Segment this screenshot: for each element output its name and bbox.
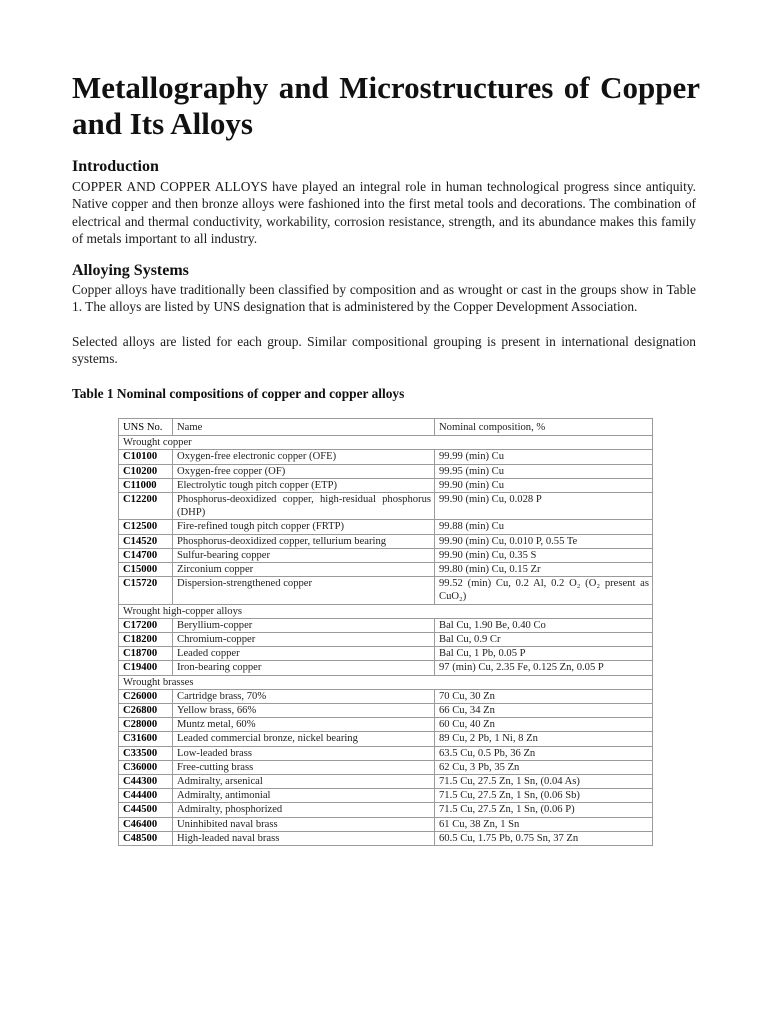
composition-table xyxy=(118,418,653,846)
uns-number-cell: C48500 xyxy=(119,831,173,845)
uns-number-cell: C18200 xyxy=(119,633,173,647)
composition-cell: 63.5 Cu, 0.5 Pb, 36 Zn xyxy=(435,746,653,760)
uns-number-cell: C17200 xyxy=(119,618,173,632)
table-row xyxy=(119,817,653,831)
table-row xyxy=(119,493,653,520)
uns-number-cell: C31600 xyxy=(119,732,173,746)
table-row xyxy=(119,577,653,604)
composition-cell: 71.5 Cu, 27.5 Zn, 1 Sn, (0.06 P) xyxy=(435,803,653,817)
uns-number-cell: C44400 xyxy=(119,789,173,803)
alloy-name-cell: Phosphorus-deoxidized copper, tellurium bearing xyxy=(173,534,435,548)
composition-cell: 71.5 Cu, 27.5 Zn, 1 Sn, (0.06 Sb) xyxy=(435,789,653,803)
table-row xyxy=(119,464,653,478)
table-row xyxy=(119,548,653,562)
uns-number-cell: C28000 xyxy=(119,718,173,732)
composition-cell: 60.5 Cu, 1.75 Pb, 0.75 Sn, 37 Zn xyxy=(435,831,653,845)
alloy-name-cell: Iron-bearing copper xyxy=(173,661,435,675)
composition-table-container xyxy=(118,418,652,846)
composition-cell: 71.5 Cu, 27.5 Zn, 1 Sn, (0.04 As) xyxy=(435,775,653,789)
uns-number-cell: C44300 xyxy=(119,775,173,789)
alloy-name-cell: Low-leaded brass xyxy=(173,746,435,760)
composition-cell: 99.90 (min) Cu, 0.010 P, 0.55 Te xyxy=(435,534,653,548)
alloying-systems-heading: Alloying Systems xyxy=(72,262,189,279)
table-row xyxy=(119,478,653,492)
table-row xyxy=(119,746,653,760)
group-label: Wrought copper xyxy=(119,436,653,450)
table-caption: Table 1 Nominal compositions of copper and copper alloys xyxy=(72,386,405,401)
alloy-name-cell: Leaded commercial bronze, nickel bearing xyxy=(173,732,435,746)
uns-number-cell: C44500 xyxy=(119,803,173,817)
uns-number-cell: C46400 xyxy=(119,817,173,831)
alloy-name-cell: Beryllium-copper xyxy=(173,618,435,632)
table-row xyxy=(119,520,653,534)
uns-number-cell: C33500 xyxy=(119,746,173,760)
alloy-name-cell: High-leaded naval brass xyxy=(173,831,435,845)
table-group-row xyxy=(119,675,653,689)
introduction-heading: Introduction xyxy=(72,158,159,175)
table-row xyxy=(119,789,653,803)
table-row xyxy=(119,775,653,789)
alloying-systems-paragraph-2: Selected alloys are listed for each group. Similar compositional grouping is present in international designation systems. xyxy=(72,334,696,367)
alloy-name-cell: Oxygen-free copper (OF) xyxy=(173,464,435,478)
composition-cell: 66 Cu, 34 Zn xyxy=(435,704,653,718)
table-row xyxy=(119,803,653,817)
table-group-row xyxy=(119,604,653,618)
uns-number-cell: C14700 xyxy=(119,548,173,562)
composition-cell: 99.90 (min) Cu xyxy=(435,478,653,492)
alloy-name-cell: Admiralty, antimonial xyxy=(173,789,435,803)
uns-number-cell: C12500 xyxy=(119,520,173,534)
table-row xyxy=(119,563,653,577)
composition-table-body xyxy=(119,419,653,846)
composition-cell: 99.99 (min) Cu xyxy=(435,450,653,464)
alloy-name-cell: Fire-refined tough pitch copper (FRTP) xyxy=(173,520,435,534)
alloy-name-cell: Yellow brass, 66% xyxy=(173,704,435,718)
table-row xyxy=(119,450,653,464)
table-row xyxy=(119,647,653,661)
composition-cell: 99.95 (min) Cu xyxy=(435,464,653,478)
alloy-name-cell: Oxygen-free electronic copper (OFE) xyxy=(173,450,435,464)
alloy-name-cell: Dispersion-strengthened copper xyxy=(173,577,435,604)
uns-number-cell: C12200 xyxy=(119,493,173,520)
composition-cell: 62 Cu, 3 Pb, 35 Zn xyxy=(435,760,653,774)
composition-cell: 99.80 (min) Cu, 0.15 Zr xyxy=(435,563,653,577)
alloy-name-cell: Admiralty, phosphorized xyxy=(173,803,435,817)
uns-number-cell: C18700 xyxy=(119,647,173,661)
table-row xyxy=(119,661,653,675)
composition-cell: 89 Cu, 2 Pb, 1 Ni, 8 Zn xyxy=(435,732,653,746)
alloy-name-cell: Admiralty, arsenical xyxy=(173,775,435,789)
table-row xyxy=(119,718,653,732)
alloy-name-cell: Muntz metal, 60% xyxy=(173,718,435,732)
alloy-name-cell: Chromium-copper xyxy=(173,633,435,647)
uns-number-cell: C26000 xyxy=(119,689,173,703)
uns-number-cell: C10100 xyxy=(119,450,173,464)
composition-cell: 97 (min) Cu, 2.35 Fe, 0.125 Zn, 0.05 P xyxy=(435,661,653,675)
table-row xyxy=(119,633,653,647)
uns-number-cell: C26800 xyxy=(119,704,173,718)
table-row xyxy=(119,831,653,845)
table-group-row xyxy=(119,436,653,450)
table-header-row xyxy=(119,419,653,436)
uns-number-cell: C14520 xyxy=(119,534,173,548)
introduction-paragraph: COPPER AND COPPER ALLOYS have played an integral role in human technological progress since antiquity. Native copper and then bronze alloys were fashioned into the first metal tools and decorations. The combination of electrical and thermal conductivity, workability, corrosion resistance, strength, and its abundance makes this family of metals important to all industry. xyxy=(72,179,696,247)
composition-cell: 61 Cu, 38 Zn, 1 Sn xyxy=(435,817,653,831)
alloy-name-cell: Cartridge brass, 70% xyxy=(173,689,435,703)
group-label: Wrought high-copper alloys xyxy=(119,604,653,618)
composition-cell: 99.52 (min) Cu, 0.2 Al, 0.2 O₂ (O₂ present as CuO₂) xyxy=(435,577,653,604)
alloy-name-cell: Free-cutting brass xyxy=(173,760,435,774)
uns-number-cell: C15720 xyxy=(119,577,173,604)
header-uns-number: UNS No. xyxy=(119,419,173,436)
alloy-name-cell: Electrolytic tough pitch copper (ETP) xyxy=(173,478,435,492)
table-row xyxy=(119,689,653,703)
document-title: Metallography and Microstructures of Copper and Its Alloys xyxy=(72,70,700,141)
header-name: Name xyxy=(173,419,435,436)
table-row xyxy=(119,618,653,632)
composition-cell: 99.88 (min) Cu xyxy=(435,520,653,534)
table-row xyxy=(119,760,653,774)
uns-number-cell: C15000 xyxy=(119,563,173,577)
alloy-name-cell: Sulfur-bearing copper xyxy=(173,548,435,562)
uns-number-cell: C10200 xyxy=(119,464,173,478)
alloy-name-cell: Zirconium copper xyxy=(173,563,435,577)
composition-cell: Bal Cu, 1.90 Be, 0.40 Co xyxy=(435,618,653,632)
composition-cell: 60 Cu, 40 Zn xyxy=(435,718,653,732)
uns-number-cell: C19400 xyxy=(119,661,173,675)
alloy-name-cell: Leaded copper xyxy=(173,647,435,661)
alloy-name-cell: Uninhibited naval brass xyxy=(173,817,435,831)
alloying-systems-paragraph-1: Copper alloys have traditionally been classified by composition and as wrought or cast in the groups show in Table 1. The alloys are listed by UNS designation that is administered by the Copper Development Association. xyxy=(72,282,696,315)
group-label: Wrought brasses xyxy=(119,675,653,689)
composition-cell: Bal Cu, 0.9 Cr xyxy=(435,633,653,647)
header-nominal-composition: Nominal composition, % xyxy=(435,419,653,436)
table-row xyxy=(119,732,653,746)
table-row xyxy=(119,534,653,548)
composition-cell: 70 Cu, 30 Zn xyxy=(435,689,653,703)
composition-cell: 99.90 (min) Cu, 0.35 S xyxy=(435,548,653,562)
composition-cell: Bal Cu, 1 Pb, 0.05 P xyxy=(435,647,653,661)
uns-number-cell: C11000 xyxy=(119,478,173,492)
alloy-name-cell: Phosphorus-deoxidized copper, high-residual phosphorus (DHP) xyxy=(173,493,435,520)
table-row xyxy=(119,704,653,718)
uns-number-cell: C36000 xyxy=(119,760,173,774)
composition-cell: 99.90 (min) Cu, 0.028 P xyxy=(435,493,653,520)
